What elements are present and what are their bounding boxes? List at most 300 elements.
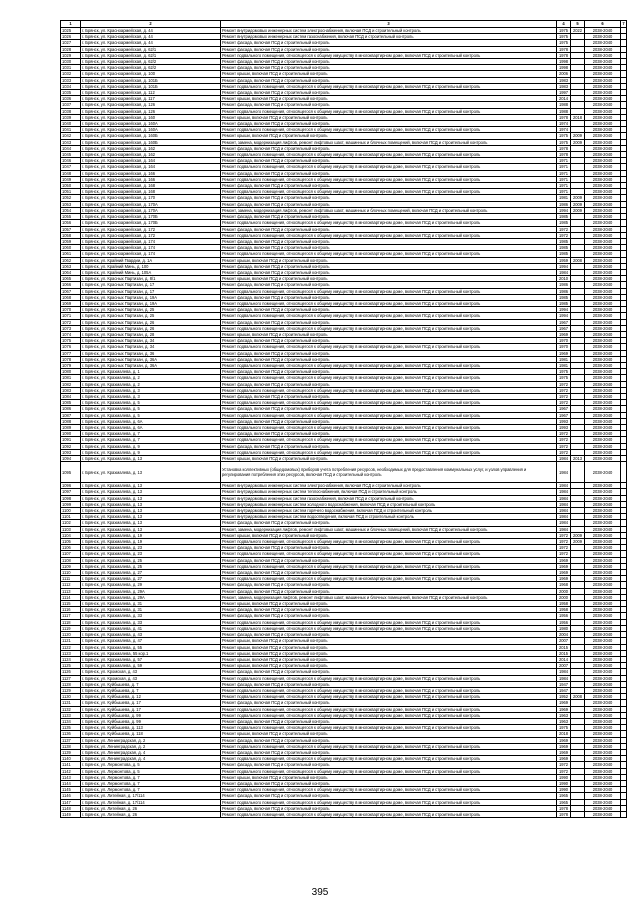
- build-year: 1978: [557, 52, 571, 58]
- row-number: 1105: [61, 539, 81, 545]
- build-year: 1972: [557, 400, 571, 406]
- row-number: 1032: [61, 71, 81, 77]
- planned-period: 2038-2040: [585, 799, 621, 805]
- row-number: 1046: [61, 158, 81, 164]
- row-number: 1040: [61, 121, 81, 127]
- row-number: 1128: [61, 681, 81, 687]
- address: г. Брянск, ул. Лермонтова, д. 5: [81, 762, 221, 768]
- build-year: 1990: [557, 780, 571, 786]
- build-year: 1972: [557, 443, 571, 449]
- build-year: 2007: [557, 638, 571, 644]
- work-description: Ремонт подвального помещения, относящегося к общему имуществу в многоквартирном доме, включая ПСД и строительный контроль: [221, 288, 557, 294]
- build-year: 1972: [557, 532, 571, 538]
- work-description: Ремонт подвального помещения, относящегося к общему имуществу в многоквартирном доме, включая ПСД и строительный контроль: [221, 449, 557, 455]
- program-table-page: [60, 20, 626, 818]
- build-year: 1972: [557, 545, 571, 551]
- address: г. Брянск, ул. Крахмалева, д. 13: [81, 508, 221, 514]
- build-year: 1984: [557, 495, 571, 501]
- column-header: 2: [81, 21, 221, 28]
- address: г. Брянск, ул. Крахмалева, д. 2: [81, 375, 221, 381]
- row-number: 1051: [61, 189, 81, 195]
- build-year: 1959: [557, 257, 571, 263]
- address: г. Брянск, ул. Красноармейская, д. 44: [81, 34, 221, 40]
- work-description: Ремонт подвального помещения, относящегося к общему имуществу в многоквартирном доме, включая ПСД и строительный контроль: [221, 344, 557, 350]
- build-year: 2000: [557, 594, 571, 600]
- row-number: 1138: [61, 743, 81, 749]
- build-year: 1984: [557, 483, 571, 489]
- work-description: Ремонт фасада, включая ПСД и строительный контроль: [221, 793, 557, 799]
- planned-period: 2038-2040: [585, 139, 621, 145]
- work-description: Ремонт фасада, включая ПСД и строительный контроль: [221, 749, 557, 755]
- address: г. Брянск, ул. Красных Партизан, д. 25: [81, 313, 221, 319]
- address: г. Брянск, ул. Красноармейская, д. 170Б: [81, 214, 221, 220]
- work-description: Ремонт фасада, включая ПСД и строительный контроль: [221, 718, 557, 724]
- planned-period: 2038-2040: [585, 325, 621, 331]
- work-description: Ремонт подвального помещения, относящегося к общему имуществу в многоквартирном доме, включая ПСД и строительный контроль: [221, 743, 557, 749]
- address: г. Брянск, ул. Крахмалева, д. 6А: [81, 425, 221, 431]
- planned-period: 2038-2040: [585, 393, 621, 399]
- row-number: 1047: [61, 164, 81, 170]
- address: г. Брянск, ул. Куйбышева, д. 99: [81, 712, 221, 718]
- planned-period: 2038-2040: [585, 656, 621, 662]
- row-number: 1129: [61, 687, 81, 693]
- row-number: 1041: [61, 127, 81, 133]
- address: г. Брянск, ул. Красных Партизан, д. 17: [81, 288, 221, 294]
- row-number: 1090: [61, 431, 81, 437]
- build-year: 1967: [557, 319, 571, 325]
- planned-period: 2038-2040: [585, 381, 621, 387]
- build-year: 1969: [557, 570, 571, 576]
- work-description: Ремонт фасада, включая ПСД и строительный контроль: [221, 443, 557, 449]
- build-year: 1947: [557, 681, 571, 687]
- work-description: Ремонт фасада, включая ПСД и строительный контроль: [221, 369, 557, 375]
- build-year: 1969: [557, 563, 571, 569]
- planned-period: 2038-2040: [585, 300, 621, 306]
- build-year: 1969: [557, 749, 571, 755]
- work-description: Ремонт фасада, включая ПСД и строительный контроль: [221, 431, 557, 437]
- planned-period: 2038-2040: [585, 220, 621, 226]
- work-description: Ремонт фасада, включая ПСД и строительный контроль: [221, 245, 557, 251]
- build-year: 1994: [557, 313, 571, 319]
- row-number: 1125: [61, 663, 81, 669]
- build-year: 1967: [557, 325, 571, 331]
- row-number: 1117: [61, 613, 81, 619]
- build-year: 1974: [557, 127, 571, 133]
- row-number: 1149: [61, 811, 81, 817]
- planned-period: 2038-2040: [585, 601, 621, 607]
- address: г. Брянск, ул. Крахмалева, д. 13: [81, 483, 221, 489]
- work-description: Ремонт фасада, включая ПСД и строительный контроль: [221, 780, 557, 786]
- row-number: 1025: [61, 28, 81, 34]
- address: г. Брянск, ул. Кромская, д. 43: [81, 675, 221, 681]
- planned-period: 2038-2040: [585, 245, 621, 251]
- work-description: Ремонт крыши, включая ПСД и строительный контроль: [221, 456, 557, 462]
- address: г. Брянск, ул. Красноармейская, д. 164: [81, 164, 221, 170]
- work-description: Ремонт, замена, модернизация лифтов, ремонт лифтовых шахт, машинных и блочных помещений, включая ПСД и строительный контроль: [221, 139, 557, 145]
- address: г. Брянск, ул. Красных Партизан, д. 26: [81, 319, 221, 325]
- planned-period: 2038-2040: [585, 263, 621, 269]
- last-repair-year: 2009: [571, 201, 585, 207]
- build-year: 1971: [557, 183, 571, 189]
- planned-period: 2038-2040: [585, 462, 621, 483]
- work-description: Ремонт фасада, включая ПСД и строительный контроль: [221, 46, 557, 52]
- page-number: 395: [311, 887, 329, 898]
- row-number: 1071: [61, 313, 81, 319]
- address: г. Брянск, ул. Красноармейская, д. 168: [81, 183, 221, 189]
- work-description: Ремонт фасада, включая ПСД и строительный контроль: [221, 700, 557, 706]
- column-header: 3: [221, 21, 557, 28]
- address: г. Брянск, ул. Крахмалева, 55 кор.1: [81, 650, 221, 656]
- work-description: Установка коллективных (общедомовых) приборов учета потребления ресурсов, необходимых для предоставления коммунальных услуг, и узлов управления и регулирования потребления этих ресурсов, включая ПСД и строительный контроль: [221, 462, 557, 483]
- build-year: 1978: [557, 46, 571, 52]
- planned-period: 2038-2040: [585, 495, 621, 501]
- row-number: 1134: [61, 718, 81, 724]
- last-repair-year: [571, 462, 585, 483]
- address: г. Брянск, ул. Литейная, д. 17/114: [81, 793, 221, 799]
- row-number: 1030: [61, 59, 81, 65]
- work-description: Ремонт фасада, включая ПСД и строительный контроль: [221, 65, 557, 71]
- planned-period: 2038-2040: [585, 545, 621, 551]
- planned-period: 2038-2040: [585, 712, 621, 718]
- table-header: [61, 21, 627, 28]
- row-number: 1099: [61, 501, 81, 507]
- work-description: Ремонт фасада, включая ПСД и строительный контроль: [221, 170, 557, 176]
- address: г. Брянск, ул. Красноармейская, д. 117: [81, 96, 221, 102]
- work-description: Ремонт фасада, включая ПСД и строительный контроль: [221, 40, 557, 46]
- build-year: 1975: [557, 133, 571, 139]
- row-number: 1144: [61, 780, 81, 786]
- row-number: 1113: [61, 588, 81, 594]
- address: г. Брянск, ул. Красноармейская, д. 160: [81, 114, 221, 120]
- address: г. Брянск, ул. Красноармейская, д. 174: [81, 251, 221, 257]
- row-number: 1053: [61, 201, 81, 207]
- row-number: 1119: [61, 625, 81, 631]
- build-year: 1975: [557, 34, 571, 40]
- build-year: 2006: [557, 71, 571, 77]
- row-number: 1089: [61, 425, 81, 431]
- work-description: Ремонт внутридомовых инженерных систем газоснабжения, включая ПСД и строительный контроль: [221, 495, 557, 501]
- address: г. Брянск, ул. Красноармейская, д. 160А: [81, 127, 221, 133]
- address: г. Брянск, ул. Крахмалева, д. 5: [81, 406, 221, 412]
- row-number: 1102: [61, 520, 81, 526]
- address: г. Брянск, ул. Крахмалева, д. 25: [81, 557, 221, 563]
- work-description: Ремонт подвального помещения, относящегося к общему имуществу в многоквартирном доме, включая ПСД и строительный контроль: [221, 325, 557, 331]
- build-year: 1990: [557, 787, 571, 793]
- build-year: 1963: [557, 712, 571, 718]
- planned-period: 2038-2040: [585, 443, 621, 449]
- work-description: Ремонт подвального помещения, относящегося к общему имуществу в многоквартирном доме, включая ПСД и строительный контроль: [221, 176, 557, 182]
- row-number: 1074: [61, 331, 81, 337]
- build-year: 1970: [557, 344, 571, 350]
- build-year: 1969: [557, 706, 571, 712]
- row-number: 1147: [61, 799, 81, 805]
- row-number: 1031: [61, 65, 81, 71]
- work-description: Ремонт подвального помещения, относящегося к общему имуществу в многоквартирном доме, включая ПСД и строительный контроль: [221, 387, 557, 393]
- build-year: 1967: [557, 412, 571, 418]
- work-description: Ремонт фасада, включая ПСД и строительный контроль: [221, 226, 557, 232]
- build-year: 1984: [557, 669, 571, 675]
- address: г. Брянск, ул. Крахмалева, д. 31: [81, 607, 221, 613]
- build-year: 1984: [557, 508, 571, 514]
- work-description: Ремонт подвального помещения, относящегося к общему имуществу в многоквартирном доме, включая ПСД и строительный контроль: [221, 108, 557, 114]
- work-description: Ремонт подвального помещения, относящегося к общему имуществу в многоквартирном доме, включая ПСД и строительный контроль: [221, 768, 557, 774]
- build-year: 1965: [557, 799, 571, 805]
- planned-period: 2038-2040: [585, 501, 621, 507]
- build-year: 1978: [557, 152, 571, 158]
- build-year: 1978: [557, 114, 571, 120]
- work-description: Ремонт подвального помещения, относящегося к общему имуществу в многоквартирном доме, включая ПСД и строительный контроль: [221, 437, 557, 443]
- address: г. Брянск, ул. Крахмалева, д. 13: [81, 489, 221, 495]
- planned-period: 2038-2040: [585, 362, 621, 368]
- row-number: 1079: [61, 362, 81, 368]
- row-number: 1065: [61, 276, 81, 282]
- work-description: Ремонт подвального помещения, относящегося к общему имуществу в многоквартирном доме, включая ПСД и строительный контроль: [221, 712, 557, 718]
- row-number: 1066: [61, 282, 81, 288]
- build-year: 1986: [557, 282, 571, 288]
- planned-period: 2038-2040: [585, 793, 621, 799]
- column-header: 4: [557, 21, 571, 28]
- address: г. Брянск, ул. Куйбышева, д. 7: [81, 681, 221, 687]
- planned-period: 2038-2040: [585, 338, 621, 344]
- build-year: 1972: [557, 393, 571, 399]
- row-number: 1064: [61, 269, 81, 275]
- address: г. Брянск, ул. Крахмалева, д. 47: [81, 638, 221, 644]
- work-description: Ремонт фасада, включая ПСД и строительный контроль: [221, 319, 557, 325]
- planned-period: 2038-2040: [585, 774, 621, 780]
- address: г. Брянск, ул. Крахмалева, д. 19: [81, 532, 221, 538]
- work-description: Ремонт фасада, включая ПСД и строительный контроль: [221, 582, 557, 588]
- work-description: Ремонт внутридомовых инженерных систем газоснабжения, включая ПСД и строительный контроль: [221, 34, 557, 40]
- address: г. Брянск, ул. Красноармейская, д. 160Б: [81, 133, 221, 139]
- planned-period: 2038-2040: [585, 582, 621, 588]
- work-description: Ремонт фасада, включая ПСД и строительный контроль: [221, 393, 557, 399]
- planned-period: 2038-2040: [585, 307, 621, 313]
- row-number: 1145: [61, 787, 81, 793]
- planned-period: 2038-2040: [585, 375, 621, 381]
- build-year: 1975: [557, 139, 571, 145]
- row-number: 1050: [61, 183, 81, 189]
- column-header: 5: [571, 21, 585, 28]
- planned-period: 2038-2040: [585, 619, 621, 625]
- address: г. Брянск, ул. Красноармейская, д. 170Б: [81, 220, 221, 226]
- row-number: 1034: [61, 83, 81, 89]
- address: г. Брянск, ул. Красноармейская, д. 166: [81, 170, 221, 176]
- work-description: Ремонт подвального помещения, относящегося к общему имуществу в многоквартирном доме, включая ПСД и строительный контроль: [221, 787, 557, 793]
- last-repair-year: 2009: [571, 139, 585, 145]
- address: г. Брянск, ул. Красных Партизан, д. 19А: [81, 300, 221, 306]
- address: г. Брянск, ул. Крайний Гвардии, д. 1А: [81, 257, 221, 263]
- build-year: 1981: [557, 356, 571, 362]
- planned-period: 2038-2040: [585, 613, 621, 619]
- address: г. Брянск, ул. Красноармейская, д. 62/1: [81, 46, 221, 52]
- build-year: 1993: [557, 425, 571, 431]
- work-description: Ремонт подвального помещения, относящегося к общему имуществу в многоквартирном доме, включая ПСД и строительный контроль: [221, 127, 557, 133]
- build-year: 2018: [557, 731, 571, 737]
- row-number: 1059: [61, 238, 81, 244]
- build-year: 1975: [557, 28, 571, 34]
- row-number: 1131: [61, 700, 81, 706]
- address: г. Брянск, ул. Крахмалева, д. 27: [81, 570, 221, 576]
- address: г. Брянск, ул. Красноармейская, д. 172: [81, 232, 221, 238]
- row-number: 1085: [61, 400, 81, 406]
- build-year: 1971: [557, 189, 571, 195]
- address: г. Брянск, ул. Красноармейская, д. 160А: [81, 121, 221, 127]
- address: г. Брянск, ул. Красноармейская, д. 168: [81, 189, 221, 195]
- work-description: Ремонт подвального помещения, относящегося к общему имуществу в многоквартирном доме, включая ПСД и строительный контроль: [221, 300, 557, 306]
- work-description: Ремонт фасада, включая ПСД и строительный контроль: [221, 294, 557, 300]
- planned-period: 2038-2040: [585, 483, 621, 489]
- planned-period: 2038-2040: [585, 768, 621, 774]
- planned-period: 2038-2040: [585, 811, 621, 817]
- planned-period: 2038-2040: [585, 594, 621, 600]
- planned-period: 2038-2040: [585, 114, 621, 120]
- work-description: Ремонт фасада, включая ПСД и строительный контроль: [221, 406, 557, 412]
- planned-period: 2038-2040: [585, 319, 621, 325]
- build-year: 1971: [557, 176, 571, 182]
- planned-period: 2038-2040: [585, 176, 621, 182]
- address: г. Брянск, ул. Красных Партизан, д. 36: [81, 350, 221, 356]
- address: г. Брянск, ул. Крахмалева, д. 25: [81, 563, 221, 569]
- last-repair-year: [571, 811, 585, 817]
- work-description: Ремонт фасада, включая ПСД и строительный контроль: [221, 356, 557, 362]
- planned-period: 2038-2040: [585, 387, 621, 393]
- table-row: [61, 811, 627, 817]
- work-description: Ремонт фасада, включая ПСД и строительный контроль: [221, 338, 557, 344]
- address: г. Брянск, ул. Куйбышева, д. 99: [81, 718, 221, 724]
- build-year: 1984: [557, 675, 571, 681]
- work-description: Ремонт фасада, включая ПСД и строительный контроль: [221, 613, 557, 619]
- planned-period: 2038-2040: [585, 294, 621, 300]
- planned-period: 2038-2040: [585, 449, 621, 455]
- work-description: Ремонт, замена, модернизация лифтов, ремонт лифтовых шахт, машинных и блочных помещений, включая ПСД и строительный контроль: [221, 526, 557, 532]
- work-description: Ремонт крыши, включая ПСД и строительный контроль: [221, 774, 557, 780]
- address: г. Брянск, ул. Красноармейская, д. 101Б: [81, 77, 221, 83]
- build-year: 1970: [557, 338, 571, 344]
- address: г. Брянск, ул. Красноармейская, д. 126: [81, 102, 221, 108]
- planned-period: 2038-2040: [585, 269, 621, 275]
- address: г. Брянск, ул. Крахмалева, д. 13: [81, 495, 221, 501]
- row-number: 1139: [61, 749, 81, 755]
- row-number: 1087: [61, 412, 81, 418]
- planned-period: 2038-2040: [585, 780, 621, 786]
- address: г. Брянск, ул. Красноармейская, д. 166: [81, 176, 221, 182]
- row-number: 1026: [61, 34, 81, 40]
- address: г. Брянск, ул. Красноармейская, д. 170: [81, 195, 221, 201]
- last-repair-year: 2008: [571, 257, 585, 263]
- work-description: Ремонт подвального помещения, относящегося к общему имуществу в многоквартирном доме, включая ПСД и строительный контроль: [221, 152, 557, 158]
- planned-period: 2038-2040: [585, 356, 621, 362]
- build-year: 1967: [557, 406, 571, 412]
- build-year: 1983: [557, 83, 571, 89]
- row-number: 1115: [61, 601, 81, 607]
- row-number: 1075: [61, 338, 81, 344]
- work-description: Ремонт фасада, включая ПСД и строительный контроль: [221, 418, 557, 424]
- planned-period: 2038-2040: [585, 743, 621, 749]
- address: г. Брянск, ул. Крахмалева, д. 19: [81, 539, 221, 545]
- row-number: 1076: [61, 344, 81, 350]
- build-year: 1972: [557, 762, 571, 768]
- planned-period: 2038-2040: [585, 406, 621, 412]
- build-year: 1985: [557, 245, 571, 251]
- address: г. Брянск, ул. Красноармейская, д. 172: [81, 226, 221, 232]
- row-number: 1043: [61, 139, 81, 145]
- planned-period: 2038-2040: [585, 288, 621, 294]
- address: г. Брянск, ул. Красных Партизан, д. 36А: [81, 356, 221, 362]
- address: г. Брянск, ул. Крахмалева, д. 9: [81, 449, 221, 455]
- address: г. Брянск, ул. Крахмалева, д. 29: [81, 582, 221, 588]
- address: г. Брянск, ул. Крахмалева, д. 13: [81, 456, 221, 462]
- work-description: Ремонт фасада, включая ПСД и строительный контроль: [221, 102, 557, 108]
- row-number: 1033: [61, 77, 81, 83]
- address: г. Брянск, ул. Куйбышева, д. 12: [81, 694, 221, 700]
- planned-period: 2038-2040: [585, 152, 621, 158]
- address: г. Брянск, ул. Куйбышева, д. 17: [81, 700, 221, 706]
- address: г. Брянск, ул. Ленинградская, д. 2: [81, 743, 221, 749]
- address: г. Брянск, ул. Красных Партизан, д. 34: [81, 338, 221, 344]
- address: г. Брянск, ул. Крахмалева, д. 7: [81, 431, 221, 437]
- row-number: 1132: [61, 706, 81, 712]
- build-year: 1975: [557, 40, 571, 46]
- address: г. Брянск, ул. Куйбышева, д. 113: [81, 725, 221, 731]
- planned-period: 2038-2040: [585, 276, 621, 282]
- row-number: 1092: [61, 443, 81, 449]
- build-year: 1994: [557, 307, 571, 313]
- work-description: Ремонт подвального помещения, относящегося к общему имуществу в многоквартирном доме, включая ПСД и строительный контроль: [221, 725, 557, 731]
- planned-period: 2038-2040: [585, 632, 621, 638]
- address: г. Брянск, ул. Красноармейская, д. 160Б: [81, 139, 221, 145]
- row-number: 1097: [61, 489, 81, 495]
- row-number: 1103: [61, 526, 81, 532]
- work-description: Ремонт подвального помещения, относящегося к общему имуществу в многоквартирном доме, включая ПСД и строительный контроль: [221, 619, 557, 625]
- build-year: 1969: [557, 756, 571, 762]
- work-description: Ремонт подвального помещения, относящегося к общему имуществу в многоквартирном доме, включая ПСД и строительный контроль: [221, 83, 557, 89]
- work-description: Ремонт фасада, включая ПСД и строительный контроль: [221, 520, 557, 526]
- build-year: 1994: [557, 263, 571, 269]
- work-description: Ремонт внутридомовых инженерных систем теплоснабжения, включая ПСД и строительный контроль: [221, 489, 557, 495]
- build-year: 1984: [557, 489, 571, 495]
- address: г. Брянск, ул. Красноармейская, д. 170А: [81, 207, 221, 213]
- work-description: Ремонт фасада, включая ПСД и строительный контроль: [221, 669, 557, 675]
- build-year: 1972: [557, 551, 571, 557]
- build-year: 1956: [557, 613, 571, 619]
- planned-period: 2038-2040: [585, 331, 621, 337]
- build-year: 1998: [557, 59, 571, 65]
- planned-period: 2038-2040: [585, 607, 621, 613]
- row-number: 1073: [61, 325, 81, 331]
- work-description: Ремонт внутридомовых инженерных систем электроснабжения, включая ПСД и строительный контроль: [221, 28, 557, 34]
- build-year: 1972: [557, 539, 571, 545]
- work-description: Ремонт фасада, включая ПСД и строительный контроль: [221, 307, 557, 313]
- planned-period: 2038-2040: [585, 52, 621, 58]
- planned-period: 2038-2040: [585, 663, 621, 669]
- work-description: Ремонт подвального помещения, относящегося к общему имуществу в многоквартирном доме, включая ПСД и строительный контроль: [221, 52, 557, 58]
- build-year: 2004: [557, 632, 571, 638]
- work-description: Ремонт крыши, включая ПСД и строительный контроль: [221, 331, 557, 337]
- last-repair-year: 2018: [571, 114, 585, 120]
- address: г. Брянск, ул. Ленинградская, д. 2: [81, 737, 221, 743]
- work-description: Ремонт подвального помещения, относящегося к общему имуществу в многоквартирном доме, включая ПСД и строительный контроль: [221, 706, 557, 712]
- build-year: 2010: [557, 276, 571, 282]
- row-number: 1062: [61, 257, 81, 263]
- work-description: Ремонт подвального помещения, относящегося к общему имуществу в многоквартирном доме, включая ПСД и строительный контроль: [221, 539, 557, 545]
- work-description: Ремонт внутридомовых инженерных систем холодного водоснабжения, включая ПСД и строительный контроль: [221, 501, 557, 507]
- planned-period: 2038-2040: [585, 675, 621, 681]
- planned-period: 2038-2040: [585, 251, 621, 257]
- planned-period: 2038-2040: [585, 700, 621, 706]
- work-description: Ремонт подвального помещения, относящегося к общему имуществу в многоквартирном доме, включая ПСД и строительный контроль: [221, 576, 557, 582]
- row-number: 1136: [61, 731, 81, 737]
- address: г. Брянск, ул. Красноармейская, д. 174: [81, 238, 221, 244]
